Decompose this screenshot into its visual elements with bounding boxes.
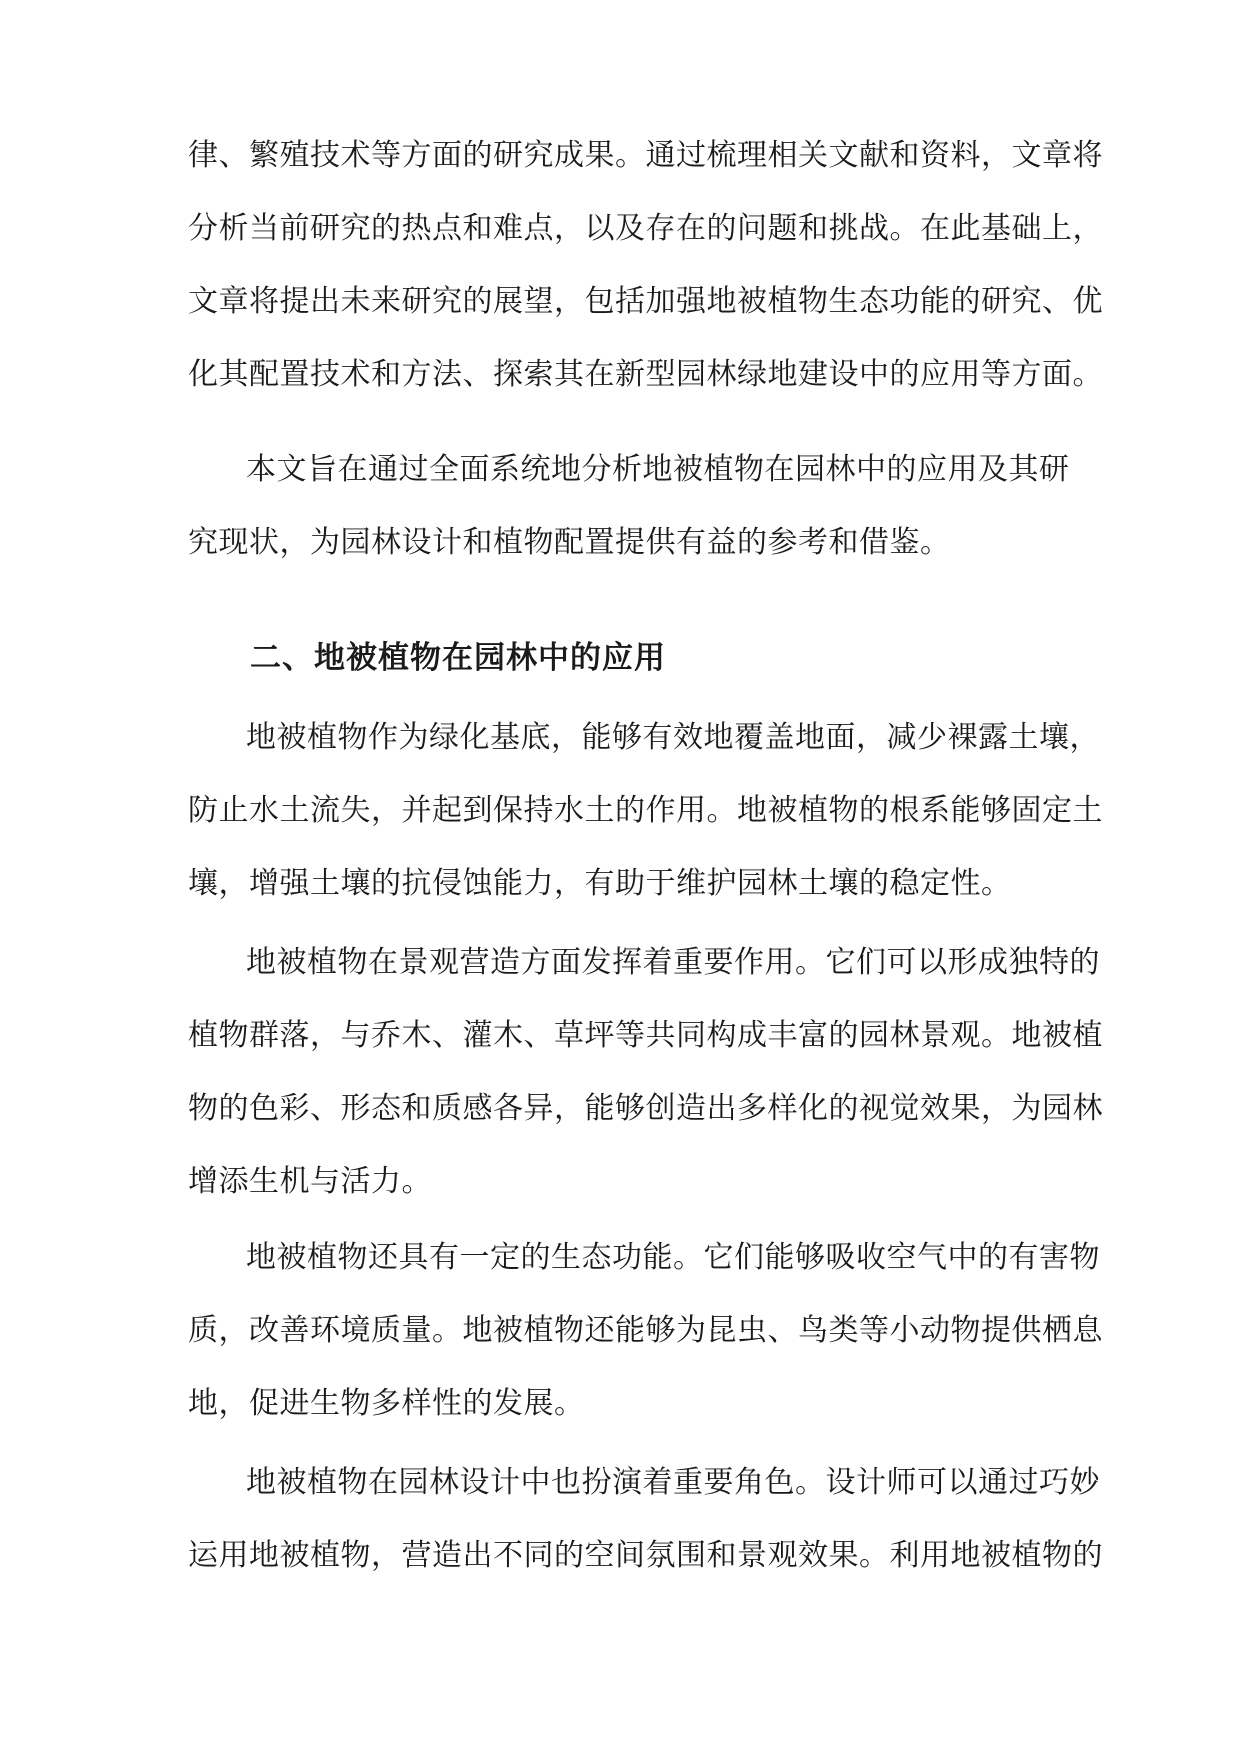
text-line: 律、繁殖技术等方面的研究成果。通过梳理相关文献和资料，文章将 bbox=[188, 138, 1103, 173]
text-line: 增添生机与活力。 bbox=[188, 1164, 432, 1199]
text-line: 物的色彩、形态和质感各异，能够创造出多样化的视觉效果，为园林 bbox=[188, 1091, 1103, 1126]
section-heading: 二、地被植物在园林中的应用 bbox=[250, 640, 666, 676]
text-line: 地被植物在园林设计中也扮演着重要角色。设计师可以通过巧妙 bbox=[246, 1465, 1100, 1500]
text-line: 究现状，为园林设计和植物配置提供有益的参考和借鉴。 bbox=[188, 525, 951, 560]
text-line: 植物群落，与乔木、灌木、草坪等共同构成丰富的园林景观。地被植 bbox=[188, 1018, 1103, 1053]
text-line: 防止水土流失，并起到保持水土的作用。地被植物的根系能够固定土 bbox=[188, 793, 1103, 828]
text-line: 壤，增强土壤的抗侵蚀能力，有助于维护园林土壤的稳定性。 bbox=[188, 866, 1012, 901]
text-line: 分析当前研究的热点和难点，以及存在的问题和挑战。在此基础上， bbox=[188, 211, 1103, 246]
text-line: 文章将提出未来研究的展望，包括加强地被植物生态功能的研究、优 bbox=[188, 284, 1103, 319]
text-line: 质，改善环境质量。地被植物还能够为昆虫、鸟类等小动物提供栖息 bbox=[188, 1313, 1103, 1348]
text-line: 地被植物在景观营造方面发挥着重要作用。它们可以形成独特的 bbox=[246, 945, 1100, 980]
text-line: 化其配置技术和方法、探索其在新型园林绿地建设中的应用等方面。 bbox=[188, 357, 1103, 392]
text-line: 本文旨在通过全面系统地分析地被植物在园林中的应用及其研 bbox=[246, 452, 1070, 487]
text-line: 运用地被植物，营造出不同的空间氛围和景观效果。利用地被植物的 bbox=[188, 1538, 1103, 1573]
text-line: 地被植物作为绿化基底，能够有效地覆盖地面，减少裸露土壤， bbox=[246, 720, 1100, 755]
text-line: 地被植物还具有一定的生态功能。它们能够吸收空气中的有害物 bbox=[246, 1240, 1100, 1275]
text-line: 地，促进生物多样性的发展。 bbox=[188, 1386, 585, 1421]
